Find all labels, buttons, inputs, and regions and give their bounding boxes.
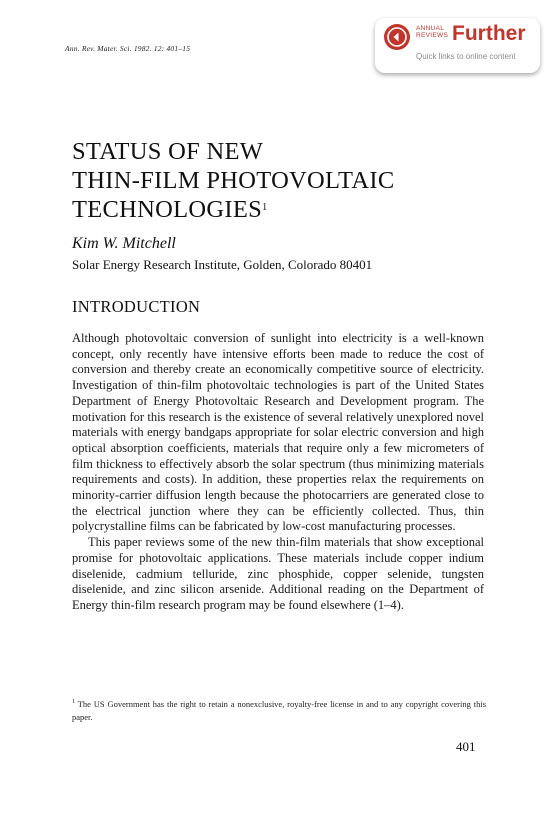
quick-links-label[interactable]: Quick links to online content — [416, 52, 516, 61]
title-line-1: STATUS OF NEW — [72, 138, 264, 165]
annual-reviews-label — [416, 25, 448, 39]
footnote-mark: 1 — [72, 699, 75, 705]
paragraph-2: This paper reviews some of the new thin-film materials that show exceptional promise for photovoltaic applications. These materials include copper indium diselenide, cadmium telluride, zinc phosphide, copper selenide, tungsten diselenide, and zinc silicon arsenide. Additional reading on the Department of Energy thin-film research program may be found elsewhere (1–4). — [72, 535, 484, 612]
paragraph-1: Although photovoltaic conversion of sunlight into electricity is a well-known concept, only recently have intensive efforts been made to reduce the cost of conversion and thereby create an economically competitive source of electricity. Investigation of thin-film photovoltaic technologies is part of the United States Department of Energy Photovoltaic Research and Development program. The motivation for this research is the existence of several relatively unexplored novel materials with energy bandgaps appropriate for solar electric conversion and high optical absorption coefficients, materials that require only a few micrometers of film thickness to effectively absorb the solar spectrum (thus minimizing materials requirements and costs). In addition, these properties relax the requirements on minority-carrier diffusion length because the photocarriers are generated close to the electrical junction where they can be efficiently collected. Thus, thin polycrystalline films can be fabricated by low-cost manufacturing processes. — [72, 331, 484, 534]
reviews-label: REVIEWS — [416, 32, 449, 39]
author-name: Kim W. Mitchell — [72, 235, 176, 252]
journal-citation: Ann. Rev. Mater. Sci. 1982. 12: 401–15 — [65, 44, 191, 53]
page-number: 401 — [456, 739, 476, 754]
author-affiliation: Solar Energy Research Institute, Golden, Colorado 80401 — [72, 257, 373, 272]
title-line-3: TECHNOLOGIES — [72, 196, 263, 223]
play-arrow-icon — [384, 24, 410, 50]
title-line-2: THIN-FILM PHOTOVOLTAIC — [72, 167, 395, 194]
section-heading: INTRODUCTION — [72, 297, 201, 316]
further-links-banner[interactable] — [375, 18, 540, 73]
footnote-text: The US Government has the right to retain a nonexclusive, royalty-free license in and to any copyright covering this paper. — [72, 698, 486, 722]
article-title — [72, 137, 492, 224]
further-label: Further — [452, 22, 526, 45]
annual-label: ANNUAL — [416, 25, 445, 32]
footnote — [72, 696, 486, 724]
title-footnote-mark: 1 — [262, 202, 268, 213]
article-body — [72, 331, 484, 614]
